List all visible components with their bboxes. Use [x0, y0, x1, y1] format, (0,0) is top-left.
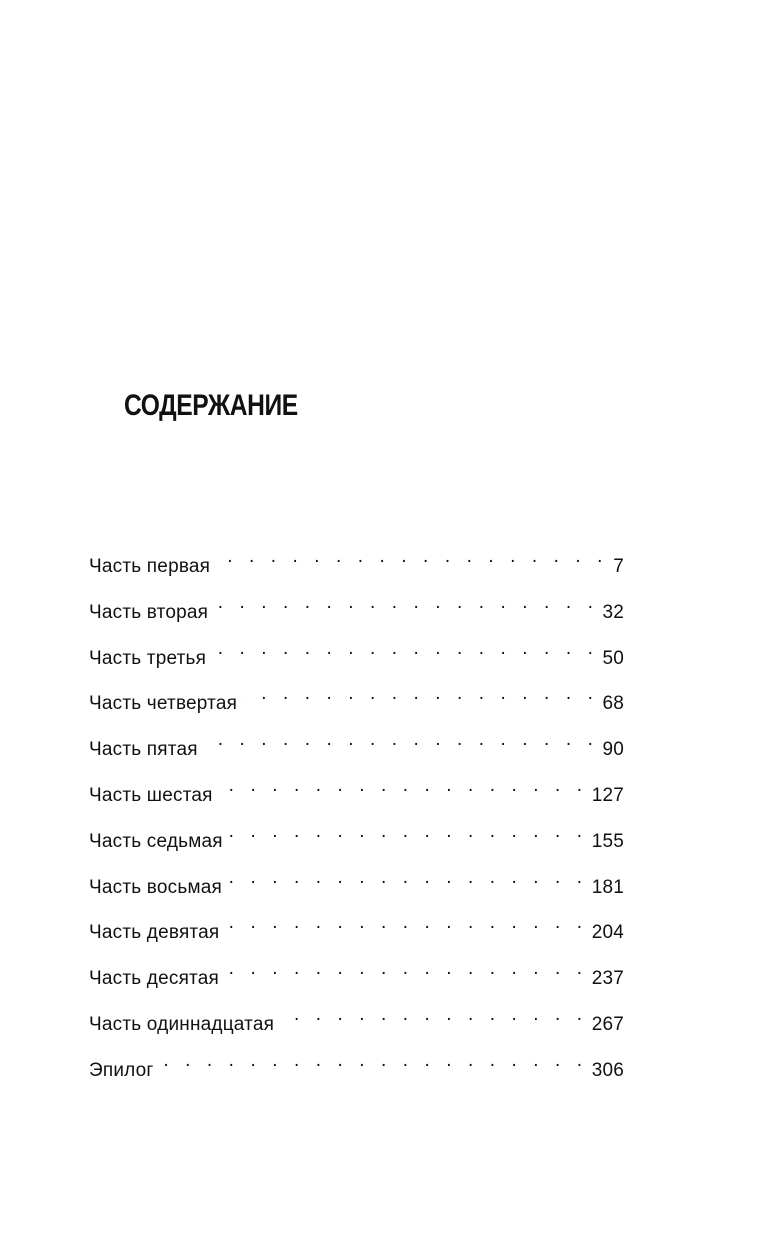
toc-entry — [89, 863, 624, 909]
dot-leader — [216, 542, 608, 572]
dot-leader — [280, 1000, 588, 1030]
toc-entry-page: 306 — [591, 1059, 624, 1081]
toc-entry-page: 127 — [591, 784, 624, 806]
dot-leader — [160, 1046, 588, 1076]
dot-leader — [225, 908, 587, 938]
toc-entry — [89, 817, 624, 863]
page-title: СОДЕРЖАНИЕ — [124, 389, 298, 422]
dot-leader — [228, 863, 588, 893]
toc-entry — [89, 771, 624, 817]
toc-entry-label: Часть первая — [89, 556, 211, 577]
toc-entry-label: Часть одиннадцатая — [89, 1013, 275, 1035]
toc-entry-label: Эпилог — [89, 1059, 154, 1081]
dot-leader — [204, 725, 599, 755]
dot-leader — [212, 634, 598, 664]
toc-entry-page: 237 — [591, 968, 624, 990]
toc-entry-page: 7 — [613, 556, 624, 577]
toc-entry — [89, 908, 624, 954]
dot-leader — [214, 588, 598, 618]
toc-entry-label: Часть четвертая — [89, 693, 238, 715]
toc-entry-label: Часть вторая — [89, 601, 209, 623]
toc-entry — [89, 1046, 624, 1092]
toc-entry-page: 32 — [602, 601, 624, 623]
toc-entry-label: Часть десятая — [89, 968, 219, 990]
toc-entry-page: 68 — [602, 693, 624, 715]
toc-entry-label: Часть шестая — [89, 784, 213, 806]
toc-entry-page: 50 — [602, 647, 624, 669]
toc-entry-label: Часть восьмая — [89, 876, 222, 898]
dot-leader — [229, 817, 588, 847]
toc-entry — [89, 588, 624, 634]
toc-entry — [89, 634, 624, 680]
toc-entry-label: Часть седьмая — [89, 830, 223, 852]
toc-entry-page: 204 — [591, 922, 624, 944]
dot-leader — [243, 679, 598, 709]
dot-leader — [219, 771, 588, 801]
toc-entry-label: Часть третья — [89, 647, 207, 669]
toc-entry-page: 155 — [591, 830, 624, 852]
toc-entry — [89, 725, 624, 771]
dot-leader — [225, 954, 588, 984]
table-of-contents — [89, 542, 624, 1092]
toc-entry — [89, 542, 624, 588]
toc-entry-label: Часть пятая — [89, 739, 198, 761]
toc-entry — [89, 1000, 624, 1046]
toc-entry-page: 181 — [591, 876, 624, 898]
toc-entry-page: 90 — [602, 739, 624, 761]
toc-entry-page: 267 — [591, 1013, 624, 1035]
toc-entry — [89, 679, 624, 725]
toc-entry-label: Часть девятая — [89, 922, 220, 944]
toc-entry — [89, 954, 624, 1000]
